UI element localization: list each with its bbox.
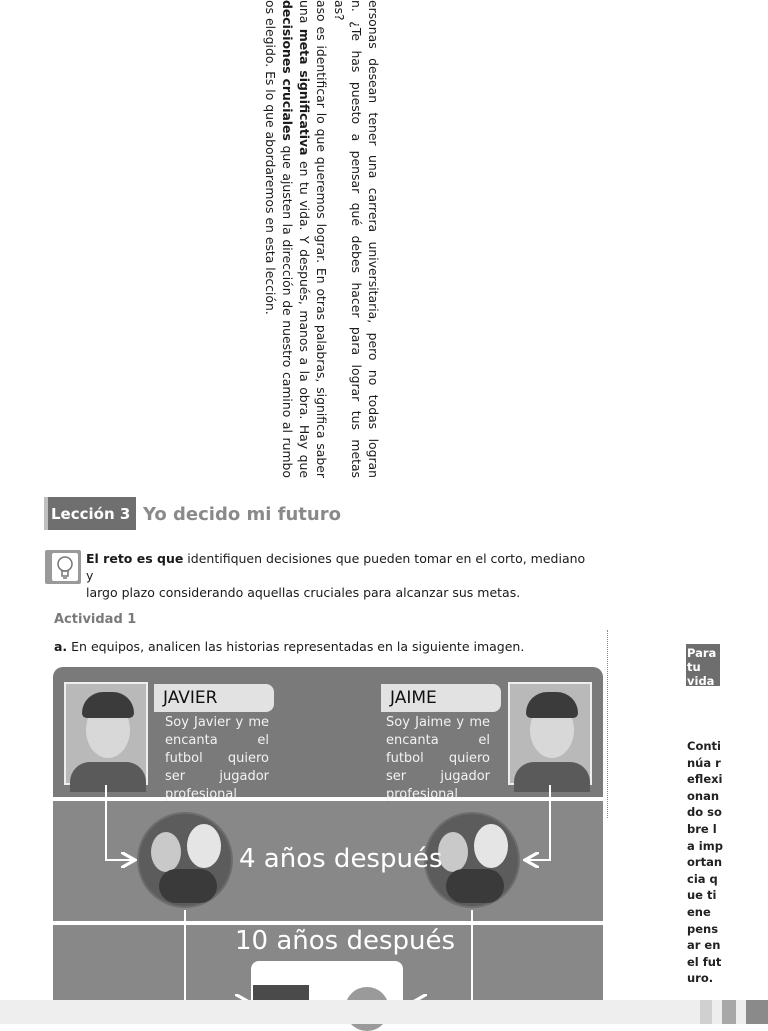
intro-line bbox=[262, 0, 279, 478]
footer-decoration bbox=[722, 1000, 736, 1024]
intro-line bbox=[365, 0, 382, 478]
stage-ten-years: 10 años después bbox=[235, 926, 456, 956]
footer-decoration bbox=[700, 1000, 712, 1024]
javier-quote: Soy Javier y me encanta el futbol quiero ser jugador profesional bbox=[165, 715, 269, 802]
intro-line-segment: os elegido. Es lo que abordaremos en esta lección. bbox=[262, 0, 278, 315]
activity-title: Actividad 1 bbox=[54, 612, 137, 627]
lightbulb-icon bbox=[45, 550, 81, 584]
activity-instruction-text: En equipos, analicen las historias representadas en la siguiente imagen. bbox=[67, 639, 525, 654]
intro-line bbox=[313, 0, 330, 478]
jaime-quote: Soy Jaime y me encanta el futbol quiero ser jugador profesional bbox=[386, 715, 490, 802]
challenge-text-2: largo plazo considerando aquellas cruciales para alcanzar sus metas. bbox=[86, 585, 521, 600]
intro-line-segment: en tu vida. Y después, manos a la obra. Hay que bbox=[297, 155, 313, 478]
intro-line-segment: decisiones cruciales bbox=[279, 0, 295, 141]
activity-instruction bbox=[54, 639, 524, 654]
intro-line bbox=[348, 0, 365, 478]
stage-four-years: 4 años después bbox=[239, 844, 443, 874]
divider bbox=[607, 630, 608, 818]
activity-letter: a. bbox=[54, 639, 68, 654]
intro-line-segment: ersonas desean tener una carrera universitaria, pero no todas logran bbox=[366, 0, 381, 478]
intro-line-segment: aso es identificar lo que queremos lograr. En otras palabras, significa saber bbox=[314, 0, 330, 478]
jaime-name: JAIME bbox=[381, 684, 501, 712]
challenge-lead: El reto es que bbox=[86, 551, 184, 566]
story-illustration bbox=[53, 667, 603, 1024]
sidebar-tab: Para tu vida bbox=[686, 644, 720, 686]
sidebar-text: Continúa reflexionando sobre la importancia que tiene pensar en el futuro. bbox=[687, 739, 723, 986]
intro-line-segment: que ajusten la dirección de nuestro camino al rumbo bbox=[279, 140, 295, 479]
intro-line bbox=[279, 0, 296, 478]
intro-line-segment: as? bbox=[331, 0, 347, 21]
intro-paragraph-frame bbox=[262, 0, 384, 478]
intro-line bbox=[296, 0, 313, 478]
intro-line-segment: una bbox=[297, 0, 313, 29]
challenge-text bbox=[86, 550, 586, 601]
intro-line-segment: n. ¿Te has puesto a pensar qué debes hacer para lograr tus metas bbox=[348, 0, 364, 478]
footer-decoration bbox=[746, 1000, 768, 1024]
intro-line bbox=[330, 0, 347, 478]
page-footer-strip bbox=[0, 1000, 768, 1024]
javier-name: JAVIER bbox=[154, 684, 274, 712]
challenge-text-1: identifiquen decisiones que pueden tomar en el corto, mediano y bbox=[86, 551, 586, 583]
intro-line-segment: meta significativa bbox=[297, 28, 313, 156]
lesson-badge: Lección 3 bbox=[44, 497, 136, 530]
lesson-title: Yo decido mi futuro bbox=[143, 504, 341, 525]
intro-paragraph bbox=[262, 0, 384, 478]
